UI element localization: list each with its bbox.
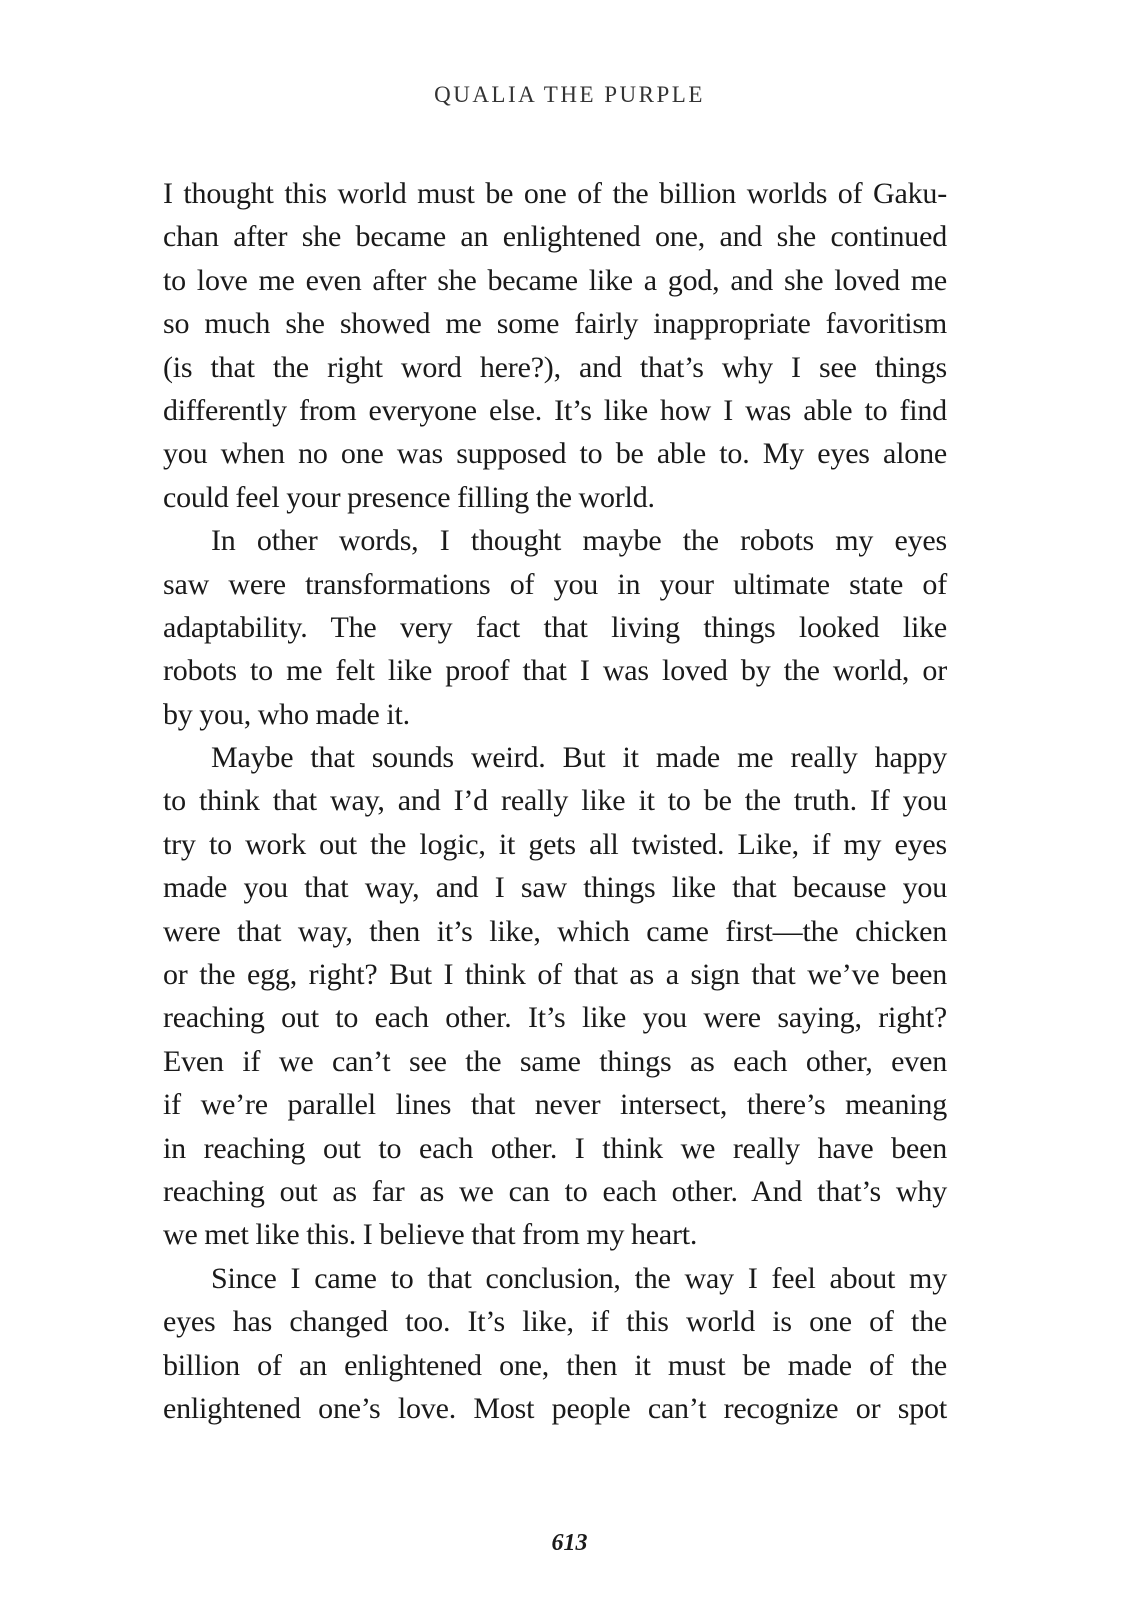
text-line: could feel your presence filling the world. [163,480,655,514]
running-head: QUALIA THE PURPLE [434,82,705,107]
page-number: 613 [551,1530,588,1556]
text-line: Maybe that sounds weird. But it made me really happy [211,741,947,775]
text-line: In other words, I thought maybe the robots my eyes [211,524,947,558]
text-line: Since I came to that conclusion, the way I feel about my [211,1261,947,1295]
text-line: were that way, then it’s like, which came first—the chicken [163,914,947,948]
text-line: Even if we can’t see the same things as each other, even [163,1044,947,1078]
text-line: to think that way, and I’d really like it to be the truth. If you [163,784,947,818]
text-line: saw were transformations of you in your ultimate state of [163,567,947,601]
text-line: (is that the right word here?), and that’s why I see things [163,350,947,384]
body-text [163,172,947,1430]
text-line: by you, who made it. [163,697,410,731]
text-line: chan after she became an enlightened one, and she continued [163,220,947,254]
text-line: differently from everyone else. It’s like how I was able to find [163,393,947,427]
text-line: enlightened one’s love. Most people can’t recognize or spot [163,1391,947,1425]
text-line: reaching out to each other. It’s like you were saying, right? [163,1001,947,1035]
text-line: adaptability. The very fact that living things looked like [163,610,947,644]
text-line: in reaching out to each other. I think we really have been [163,1131,947,1165]
text-line: I thought this world must be one of the billion worlds of Gaku- [163,177,947,210]
text-line: try to work out the logic, it gets all twisted. Like, if my eyes [163,827,947,861]
text-line: reaching out as far as we can to each other. And that’s why [163,1174,947,1208]
text-line: or the egg, right? But I think of that as a sign that we’ve been [163,958,947,992]
text-line: to love me even after she became like a god, and she loved me [163,263,947,297]
text-line: made you that way, and I saw things like that because you [163,871,947,905]
text-line: billion of an enlightened one, then it must be made of the [163,1348,947,1382]
text-line: so much she showed me some fairly inappropriate favoritism [163,307,947,341]
text-line: robots to me felt like proof that I was loved by the world, or [163,654,947,688]
text-line: if we’re parallel lines that never intersect, there’s meaning [163,1088,947,1122]
text-line: you when no one was supposed to be able to. My eyes alone [163,437,947,471]
text-line: we met like this. I believe that from my heart. [163,1218,698,1252]
text-line: eyes has changed too. It’s like, if this world is one of the [163,1305,947,1339]
